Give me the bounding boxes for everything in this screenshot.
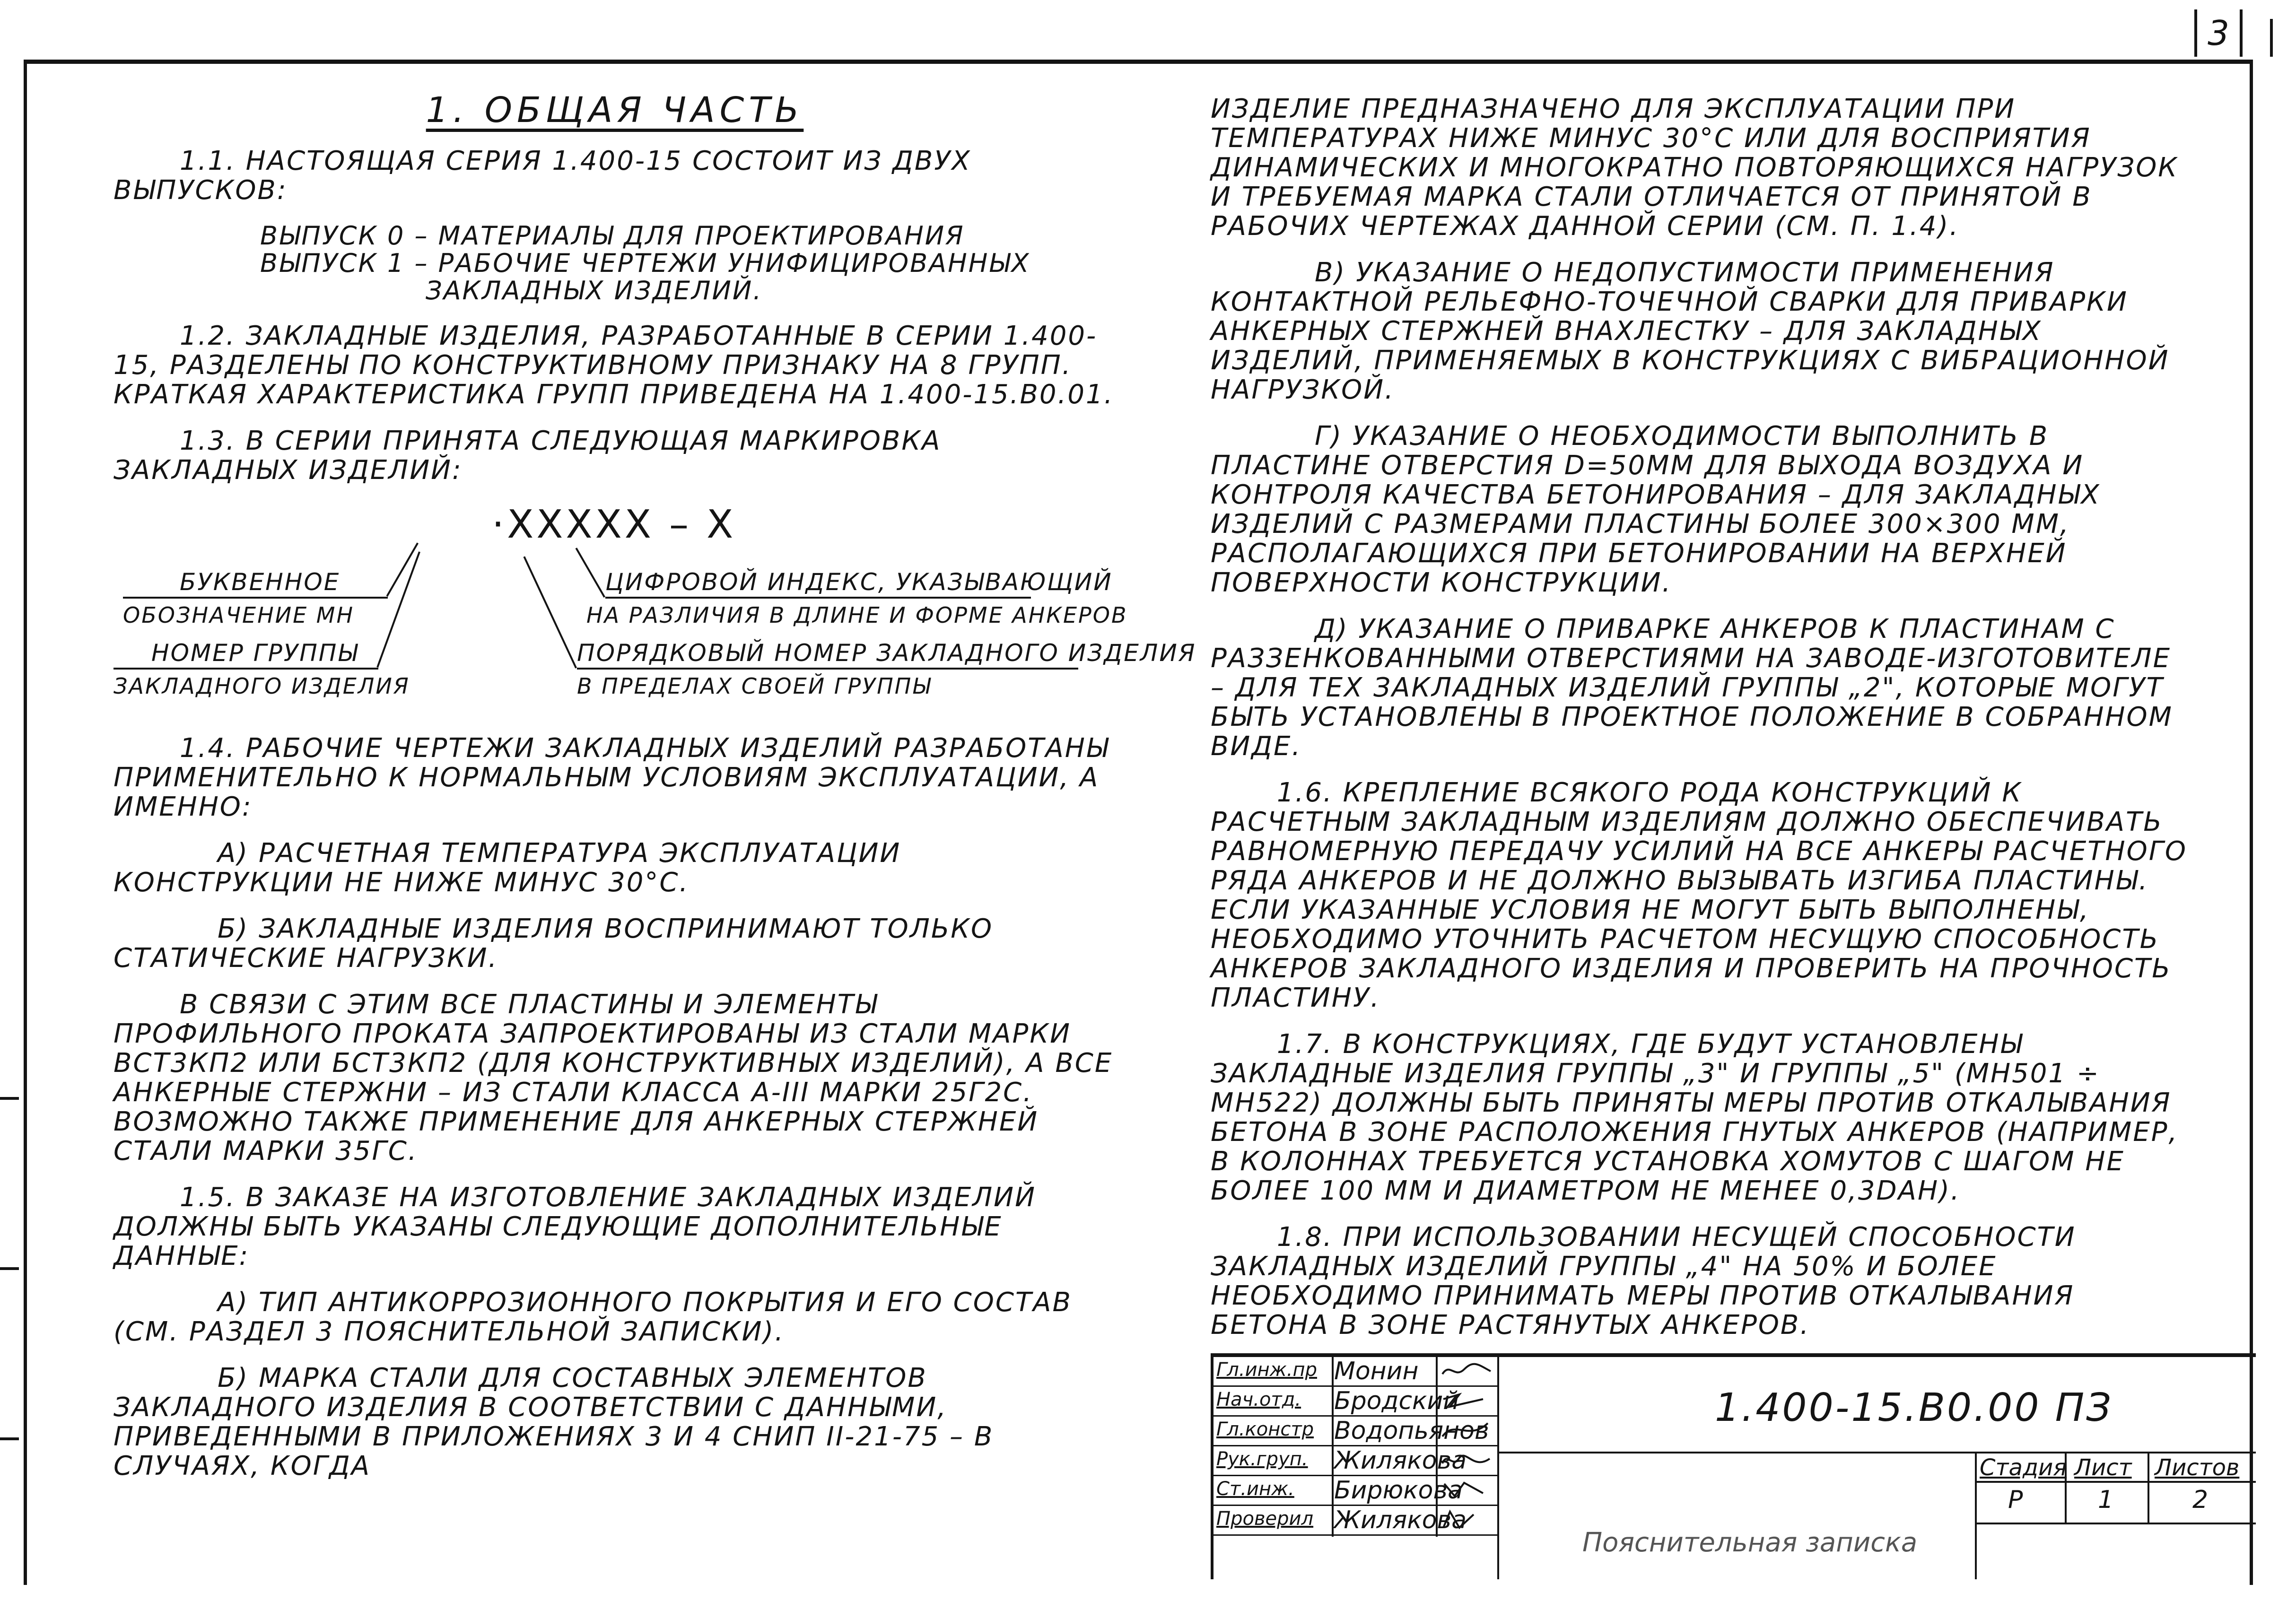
digit-label-1: ЦИФРОВОЙ ИНДЕКС, УКАЗЫВАЮЩИЙ: [605, 568, 1113, 596]
stamp-divider: [1975, 1452, 1977, 1579]
leader-line: [577, 668, 1078, 670]
stamp-divider: [1975, 1481, 2256, 1483]
paragraph-1-4: 1.4. РАБОЧИЕ ЧЕРТЕЖИ ЗАКЛАДНЫХ ИЗДЕЛИЙ РАЗРАБОТАНЫ ПРИМЕНИТЕЛЬНО К НОРМАЛЬНЫМ УСЛОВИЯМ ЭКСПЛУАТАЦИИ, А ИМЕННО:: [113, 733, 1109, 822]
stamp-role: Ст.инж.: [1216, 1478, 1294, 1500]
stamp-divider: [1436, 1357, 1438, 1537]
issue-0: ВЫПУСК 0 – МАТЕРИАЛЫ ДЛЯ ПРОЕКТИРОВАНИЯ: [260, 221, 965, 251]
margin-tick: [0, 1267, 19, 1270]
paragraph-1-4-b: Б) ЗАКЛАДНЫЕ ИЗДЕЛИЯ ВОСПРИНИМАЮТ ТОЛЬКО СТАТИЧЕСКИЕ НАГРУЗКИ.: [113, 914, 994, 974]
signature-icon: [1440, 1360, 1493, 1382]
right-column: [1211, 95, 2194, 1357]
sheet-header: Лист: [2074, 1454, 2132, 1481]
sheets-value: 2: [2192, 1486, 2209, 1514]
sheet-corner-number: 3: [2194, 9, 2243, 57]
section-title: 1. ОБЩАЯ ЧАСТЬ: [426, 90, 804, 131]
seq-label-1: ПОРЯДКОВЫЙ НОМЕР ЗАКЛАДНОГО ИЗДЕЛИЯ: [577, 639, 1196, 667]
margin-tick: [0, 1437, 19, 1440]
stamp-divider: [1497, 1452, 2256, 1453]
stamp-row: [1213, 1357, 1497, 1387]
paragraph-1-5-b-cont: ИЗДЕЛИЕ ПРЕДНАЗНАЧЕНО ДЛЯ ЭКСПЛУАТАЦИИ ПРИ ТЕМПЕРАТУРАХ НИЖЕ МИНУС 30°С ИЛИ ДЛЯ ВОСПРИЯТИЯ ДИНАМИЧЕСКИХ И МНОГОКРАТНО ПОВТОРЯЮЩИХСЯ НАГРУЗОК И ТРЕБУЕМАЯ МАРКА СТАЛИ ОТЛИЧАЕТСЯ ОТ ПРИНЯТОЙ В РАБОЧИХ ЧЕРТЕЖАХ ДАННОЙ СЕРИИ (СМ. П. 1.4).: [1211, 94, 2179, 242]
issue-1: ВЫПУСК 1 – РАБОЧИЕ ЧЕРТЕЖИ УНИФИЦИРОВАННЫХ: [260, 248, 1030, 278]
paragraph-1-2: 1.2. ЗАКЛАДНЫЕ ИЗДЕЛИЯ, РАЗРАБОТАННЫЕ В СЕРИИ 1.400-15, РАЗДЕЛЕНЫ ПО КОНСТРУКТИВНОМУ ПРИЗНАКУ НА 8 ГРУПП. КРАТКАЯ ХАРАКТЕРИСТИКА ГРУПП ПРИВЕДЕНА НА 1.400-15.В0.01.: [113, 321, 1114, 410]
leader-diagonal: [376, 551, 420, 668]
stamp-role: Гл.инж.пр: [1216, 1359, 1318, 1381]
paragraph-1-5-d: Д) УКАЗАНИЕ О ПРИВАРКЕ АНКЕРОВ К ПЛАСТИНАМ С РАЗЗЕНКОВАННЫМИ ОТВЕРСТИЯМИ НА ЗАВОДЕ-ИЗГОТОВИТЕЛЕ – ДЛЯ ТЕХ ЗАКЛАДНЫХ ИЗДЕЛИЙ ГРУППЫ „2", КОТОРЫЕ МОГУТ БЫТЬ УСТАНОВЛЕНЫ В ПРОЕКТНОЕ ПОЛОЖЕНИЕ В СОБРАННОМ ВИДЕ.: [1211, 614, 2173, 762]
stamp-name: Бродский: [1334, 1387, 1459, 1415]
paragraph-1-5-b: Б) МАРКА СТАЛИ ДЛЯ СОСТАВНЫХ ЭЛЕМЕНТОВ ЗАКЛАДНОГО ИЗДЕЛИЯ В СООТВЕТСТВИИ С ДАННЫМИ, ПРИВЕДЕННЫМИ В ПРИЛОЖЕНИЯХ 3 И 4 СНИП II-21-75 – В СЛУЧАЯХ, КОГДА: [113, 1363, 994, 1481]
signature-icon: [1440, 1479, 1493, 1501]
leader-line: [123, 597, 388, 599]
stamp-divider: [2148, 1452, 2149, 1523]
sheet-value: 1: [2098, 1486, 2114, 1514]
paragraph-1-5: 1.5. В ЗАКАЗЕ НА ИЗГОТОВЛЕНИЕ ЗАКЛАДНЫХ ИЗДЕЛИЙ ДОЛЖНЫ БЫТЬ УКАЗАНЫ СЛЕДУЮЩИЕ ДОПОЛНИТЕЛЬНЫЕ ДАННЫЕ:: [113, 1182, 1036, 1271]
paragraph-1-5-v: В) УКАЗАНИЕ О НЕДОПУСТИМОСТИ ПРИМЕНЕНИЯ КОНТАКТНОЙ РЕЛЬЕФНО-ТОЧЕЧНОЙ СВАРКИ ДЛЯ ПРИВАРКИ АНКЕРНЫХ СТЕРЖНЕЙ ВНАХЛЕСТКУ – ДЛЯ ЗАКЛАДНЫХ ИЗДЕЛИЙ, ПРИМЕНЯЕМЫХ В КОНСТРУКЦИЯХ С ВИБРАЦИОННОЙ НАГРУЗКОЙ.: [1211, 257, 2170, 405]
stamp-role: Нач.отд.: [1216, 1389, 1301, 1410]
paragraph-1-3: 1.3. В СЕРИИ ПРИНЯТА СЛЕДУЮЩАЯ МАРКИРОВКА ЗАКЛАДНЫХ ИЗДЕЛИЙ:: [113, 426, 942, 486]
group-label-2: ЗАКЛАДНОГО ИЗДЕЛИЯ: [113, 673, 410, 699]
stamp-role: Проверил: [1216, 1508, 1314, 1530]
leader-diagonal: [576, 548, 605, 598]
stamp-name: Водопьянов: [1334, 1417, 1489, 1445]
margin-tick: [2270, 19, 2273, 57]
stamp-name: Бирюкова: [1334, 1476, 1463, 1505]
paragraph-1-4-c: В СВЯЗИ С ЭТИМ ВСЕ ПЛАСТИНЫ И ЭЛЕМЕНТЫ ПРОФИЛЬНОГО ПРОКАТА ЗАПРОЕКТИРОВАНЫ ИЗ СТАЛИ МАРКИ ВСТ3КП2 ИЛИ БСТ3КП2 (ДЛЯ КОНСТРУКТИВНЫХ ИЗДЕЛИЙ), А ВСЕ АНКЕРНЫЕ СТЕРЖНИ – ИЗ СТАЛИ КЛАССА А-III МАРКИ 25Г2С. ВОЗМОЖНО ТАКЖЕ ПРИМЕНЕНИЕ ДЛЯ АНКЕРНЫХ СТЕРЖНЕЙ СТАЛИ МАРКИ 35ГС.: [113, 989, 1113, 1166]
issue-1-cont: ЗАКЛАДНЫХ ИЗДЕЛИЙ.: [426, 276, 763, 305]
stamp-divider: [1332, 1357, 1334, 1537]
document-name: Пояснительная записка: [1582, 1527, 1918, 1558]
margin-tick: [0, 1097, 19, 1100]
stamp-row: [1213, 1506, 1497, 1536]
letter-label-2: ОБОЗНАЧЕНИЕ МН: [123, 602, 355, 628]
marking-diagram: [113, 502, 1196, 699]
stage-value: Р: [2008, 1486, 2023, 1514]
stamp-divider: [1975, 1523, 2256, 1524]
sheets-header: Листов: [2155, 1454, 2240, 1481]
stamp-role: Гл.констр: [1216, 1419, 1314, 1440]
stamp-row: [1213, 1417, 1497, 1446]
paragraph-1-1: 1.1. НАСТОЯЩАЯ СЕРИЯ 1.400-15 СОСТОИТ ИЗ ДВУХ ВЫПУСКОВ:: [113, 146, 971, 206]
signature-icon: [1440, 1419, 1493, 1441]
stamp-name: Жилякова: [1334, 1506, 1467, 1534]
digit-label-2: НА РАЗЛИЧИЯ В ДЛИНЕ И ФОРМЕ АНКЕРОВ: [586, 602, 1128, 628]
document-code: 1.400-15.В0.00 ПЗ: [1715, 1385, 2113, 1430]
left-column: [113, 90, 1196, 1498]
leader-line: [113, 668, 378, 670]
paragraph-1-5-a: А) ТИП АНТИКОРРОЗИОННОГО ПОКРЫТИЯ И ЕГО СОСТАВ (СМ. РАЗДЕЛ 3 ПОЯСНИТЕЛЬНОЙ ЗАПИСКИ).: [113, 1287, 1072, 1347]
signature-icon: [1440, 1509, 1493, 1531]
seq-label-2: В ПРЕДЕЛАХ СВОЕЙ ГРУППЫ: [577, 673, 932, 699]
stamp-role: Рук.груп.: [1216, 1448, 1308, 1470]
paragraph-1-7: 1.7. В КОНСТРУКЦИЯХ, ГДЕ БУДУТ УСТАНОВЛЕНЫ ЗАКЛАДНЫЕ ИЗДЕЛИЯ ГРУППЫ „3" И ГРУППЫ „5" (МН501 ÷ МН522) ДОЛЖНЫ БЫТЬ ПРИНЯТЫ МЕРЫ ПРОТИВ ОТКАЛЫВАНИЯ БЕТОНА В ЗОНЕ РАСПОЛОЖЕНИЯ ГНУТЫХ АНКЕРОВ (НАПРИМЕР, В КОЛОННАХ ТРЕБУЕТСЯ УСТАНОВКА ХОМУТОВ С ШАГОМ НЕ БОЛЕЕ 100 ММ И ДИАМЕТРОМ НЕ МЕНЕЕ 0,3DАН).: [1211, 1029, 2179, 1206]
stamp-row: [1213, 1387, 1497, 1417]
stamp-name: Жилякова: [1334, 1446, 1467, 1475]
title-block: [1211, 1353, 2256, 1579]
marking-code: ·XXXXX – X: [492, 502, 736, 547]
paragraph-1-6: 1.6. КРЕПЛЕНИЕ ВСЯКОГО РОДА КОНСТРУКЦИЙ К РАСЧЕТНЫМ ЗАКЛАДНЫМ ИЗДЕЛИЯМ ДОЛЖНО ОБЕСПЕЧИВАТЬ РАВНОМЕРНУЮ ПЕРЕДАЧУ УСИЛИЙ НА ВСЕ АНКЕРЫ РАСЧЕТНОГО РЯДА АНКЕРОВ И НЕ ДОЛЖНО ВЫЗЫВАТЬ ИЗГИБА ПЛАСТИНЫ. ЕСЛИ УКАЗАННЫЕ УСЛОВИЯ НЕ МОГУТ БЫТЬ ВЫПОЛНЕНЫ, НЕОБХОДИМО УТОЧНИТЬ РАСЧЕТОМ НЕСУЩУЮ СПОСОБНОСТЬ АНКЕРОВ ЗАКЛАДНОГО ИЗДЕЛИЯ И ПРОВЕРИТЬ НА ПРОЧНОСТЬ ПЛАСТИНУ.: [1211, 777, 2187, 1013]
stamp-name: Монин: [1334, 1357, 1419, 1385]
stage-header: Стадия: [1980, 1454, 2067, 1481]
signature-icon: [1440, 1449, 1493, 1471]
paragraph-1-8: 1.8. ПРИ ИСПОЛЬЗОВАНИИ НЕСУЩЕЙ СПОСОБНОСТИ ЗАКЛАДНЫХ ИЗДЕЛИЙ ГРУППЫ „4" НА 50% И БОЛЕЕ НЕОБХОДИМО ПРИНИМАТЬ МЕРЫ ПРОТИВ ОТКАЛЫВАНИЯ БЕТОНА В ЗОНЕ РАСТЯНУТЫХ АНКЕРОВ.: [1211, 1222, 2076, 1340]
leader-diagonal: [523, 556, 577, 668]
stamp-row: [1213, 1446, 1497, 1476]
signature-icon: [1440, 1390, 1493, 1411]
stamp-row: [1213, 1476, 1497, 1506]
stamp-divider: [1497, 1357, 1499, 1579]
paragraph-1-5-g: Г) УКАЗАНИЕ О НЕОБХОДИМОСТИ ВЫПОЛНИТЬ В ПЛАСТИНЕ ОТВЕРСТИЯ D=50ММ ДЛЯ ВЫХОДА ВОЗДУХА И КОНТРОЛЯ КАЧЕСТВА БЕТОНИРОВАНИЯ – ДЛЯ ЗАКЛАДНЫХ ИЗДЕЛИЙ С РАЗМЕРАМИ ПЛАСТИНЫ БОЛЕЕ 300×300 ММ, РАСПОЛАГАЮЩИХСЯ ПРИ БЕТОНИРОВАНИИ НА ВЕРХНЕЙ ПОВЕРХНОСТИ КОНСТРУКЦИИ.: [1211, 421, 2101, 598]
leader-line: [605, 597, 1031, 599]
group-label-1: НОМЕР ГРУППЫ: [151, 639, 359, 667]
paragraph-1-4-a: А) РАСЧЕТНАЯ ТЕМПЕРАТУРА ЭКСПЛУАТАЦИИ КОНСТРУКЦИИ НЕ НИЖЕ МИНУС 30°С.: [113, 838, 901, 898]
letter-label-1: БУКВЕННОЕ: [180, 568, 340, 596]
